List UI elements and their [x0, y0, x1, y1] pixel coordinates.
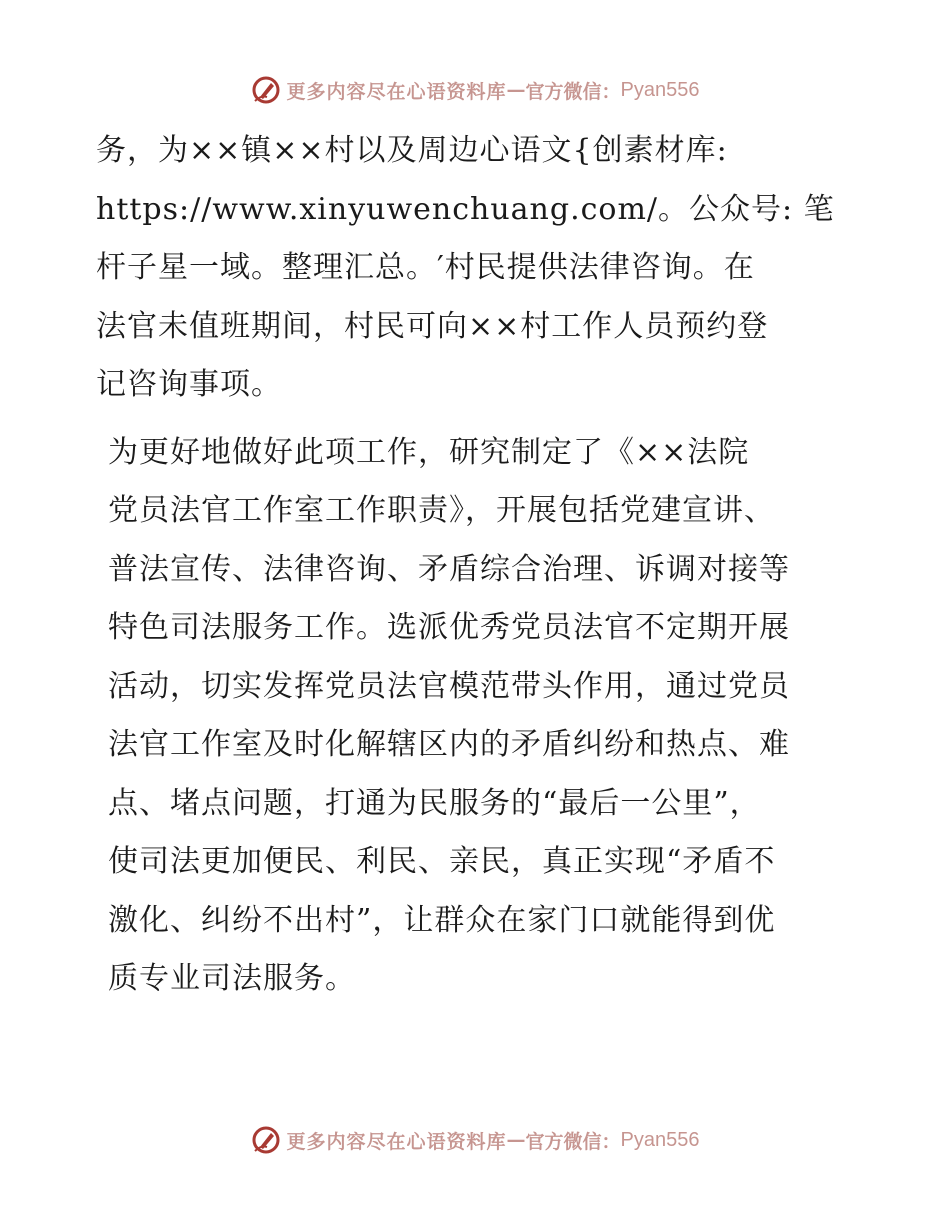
paragraph-2-line: 激化、纠纷不出村”，让群众在家门口就能得到优: [108, 902, 776, 938]
header-official-label: 官方微信：: [525, 80, 621, 103]
header-banner-text: 更多内容尽在心语资料库: [286, 80, 507, 103]
footer-separator: —: [506, 1129, 526, 1151]
paragraph-2: [96, 424, 856, 1009]
paragraph-2-line: 特色司法服务工作。选派优秀党员法官不定期开展: [108, 610, 790, 645]
paragraph-2-line: 为更好地做好此项工作，研究制定了《××法院: [108, 434, 750, 470]
paragraph-2-line: 法官工作室及时化解辖区内的矛盾纠纷和热点、难: [108, 727, 790, 762]
paragraph-1-line: 杆子星一域。整理汇总。′村民提供法律咨询。在: [96, 250, 755, 285]
paragraph-1-line: https://www.xinyuwenchuang.com/。公众号: 笔: [96, 191, 835, 227]
paragraph-2-line: 普法宣传、法律咨询、矛盾综合治理、诉调对接等: [108, 551, 790, 587]
header-banner: [0, 70, 950, 110]
footer-wechat-id: Pyan556: [620, 1128, 700, 1151]
footer-banner: [0, 1120, 950, 1160]
header-wechat-id: Pyan556: [620, 78, 700, 101]
paragraph-2-line: 党员法官工作室工作职责》，开展包括党建宣讲、: [108, 493, 775, 528]
document-body: [96, 122, 856, 1009]
paragraph-1-line: 记咨询事项。: [96, 367, 282, 402]
pen-circle-logo-icon: [251, 75, 281, 105]
pen-circle-logo-icon: [251, 1125, 281, 1155]
paragraph-1-line: 法官未值班期间，村民可向××村工作人员预约登: [96, 308, 769, 344]
footer-banner-text: 更多内容尽在心语资料库: [286, 1130, 507, 1153]
paragraph-2-line: 使司法更加便民、利民、亲民，真正实现“矛盾不: [108, 844, 776, 879]
paragraph-2-line: 质专业司法服务。: [108, 961, 356, 996]
footer-official-label: 官方微信：: [525, 1130, 621, 1153]
paragraph-2-line: 点、堵点问题，打通为民服务的“最后一公里”，: [108, 785, 761, 821]
paragraph-1-line: 务，为××镇××村以及周边心语文{创素材库:: [96, 133, 728, 168]
paragraph-2-line: 活动，切实发挥党员法官模范带头作用，通过党员: [108, 668, 790, 704]
paragraph-1: [96, 122, 856, 415]
header-separator: —: [506, 79, 526, 101]
